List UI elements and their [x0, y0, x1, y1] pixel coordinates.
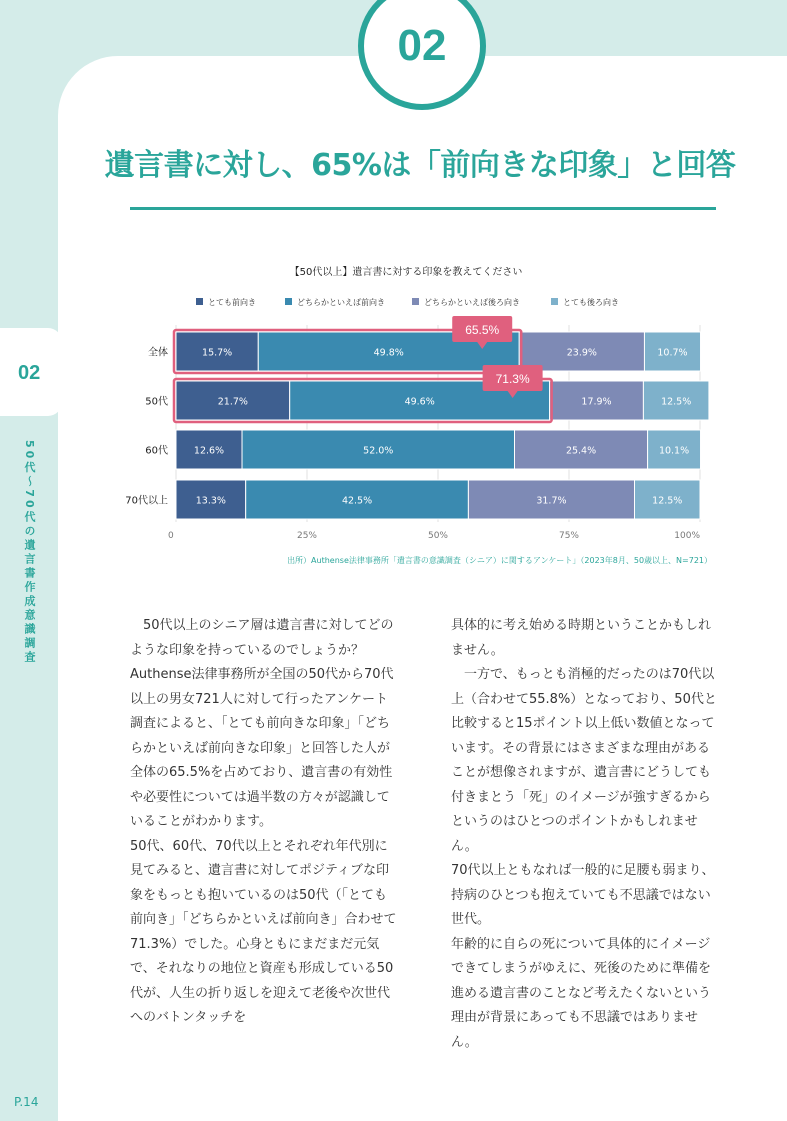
data-label: 12.5%	[652, 495, 683, 507]
legend-swatch	[551, 298, 558, 305]
page-title: 遺言書に対し、65%は「前向きな印象」と回答	[104, 148, 736, 183]
legend-swatch	[196, 298, 203, 305]
data-label: 42.5%	[341, 495, 373, 507]
category-label: 50代	[145, 396, 168, 408]
data-label: 23.9%	[566, 347, 597, 359]
body-paragraph: 一方で、もっとも消極的だったのは70代以上（合わせて55.8%）となっており、50代と比較すると15ポイント以上低い数値となっています。その背景にはさまざまな理由があることが想像されますが、遺言書にどうしても付きまとう「死」のイメージが強すぎるからというのはひとつのポイントかもしれません。	[451, 667, 717, 854]
section-number: 02	[397, 21, 447, 70]
data-label: 49.6%	[404, 396, 435, 408]
callout-label: 71.3%	[495, 372, 530, 386]
data-label: 10.1%	[658, 445, 690, 457]
data-label: 49.8%	[373, 347, 404, 359]
callout-label: 65.5%	[465, 323, 500, 337]
data-label: 15.7%	[202, 347, 233, 359]
data-label: 17.9%	[581, 396, 612, 408]
body-paragraph: 50代以上のシニア層は遺言書に対してどのような印象を持っているのでしょうか？Authense法律事務所が全国の50代から70代以上の男女721人に対して行ったアンケート調査によると、「とても前向きな印象」「どちらかといえば前向きな印象」と回答した人が全体の65.5%を占めており、遺言書の有効性や必要性については過半数の方々が認識していることがわかります。	[130, 618, 394, 829]
body-paragraph: 年齢的に自らの死について具体的にイメージできてしまうがゆえに、死後のために準備を進める遺言書のことなど考えたくないという理由が背景にあっても不思議ではありません。	[451, 936, 712, 1050]
page-number: P.14	[14, 1095, 39, 1109]
data-label: 52.0%	[363, 445, 394, 457]
legend-swatch	[412, 298, 419, 305]
category-label: 60代	[145, 445, 168, 457]
data-label: 13.3%	[195, 495, 226, 507]
body-paragraph: 70代以上ともなれば一般的に足腰も弱まり、持病のひとつも抱えていても不思議ではない世代。	[451, 863, 715, 927]
body-text-right	[451, 614, 719, 1055]
data-label: 12.6%	[193, 445, 225, 457]
data-label: 10.7%	[657, 347, 688, 359]
side-section-number: 02	[18, 362, 41, 384]
x-tick-label: 75%	[558, 531, 580, 541]
body-paragraph: 具体的に考え始める時期ということかもしれません。	[451, 618, 712, 658]
x-tick-label: 100%	[674, 531, 700, 541]
legend-label: とても前向き	[208, 298, 256, 307]
x-tick-label: 50%	[427, 531, 449, 541]
data-label: 12.5%	[661, 396, 692, 408]
category-label: 70代以上	[125, 495, 168, 507]
body-paragraph: 50代、60代、70代以上とそれぞれ年代別に見てみると、遺言書に対してポジティブな印象をもっとも抱いているのは50代（「とても前向き」「どちらかといえば前向き」合わせて71.3%）でした。心身ともにまだまだ元気で、それなりの地位と資産も形成している50代が、人生の折り返しを迎えて老後や次世代へのバトンタッチを	[130, 838, 397, 1025]
legend-swatch	[285, 298, 292, 305]
category-label: 全体	[148, 347, 168, 359]
chart-title: 【50代以上】遺言書に対する印象を教えてください	[289, 267, 523, 278]
x-tick-label: 0	[168, 531, 174, 541]
legend-label: とても後ろ向き	[563, 298, 619, 307]
legend-label: どちらかといえば前向き	[297, 298, 385, 307]
body-text-left	[130, 614, 398, 1031]
data-label: 25.4%	[565, 445, 597, 457]
x-tick-label: 25%	[296, 531, 318, 541]
legend-label: どちらかといえば後ろ向き	[424, 298, 520, 307]
data-label: 21.7%	[217, 396, 248, 408]
data-label: 31.7%	[536, 495, 567, 507]
side-chapter-label: 50代〜70代の遺言書作成意識調査	[23, 440, 36, 665]
chart-source-note: 出所）Authense法律事務所「遺言書の意識調査（シニア）に関するアンケート」（2023年8月、50歳以上、N=721）	[287, 556, 712, 565]
